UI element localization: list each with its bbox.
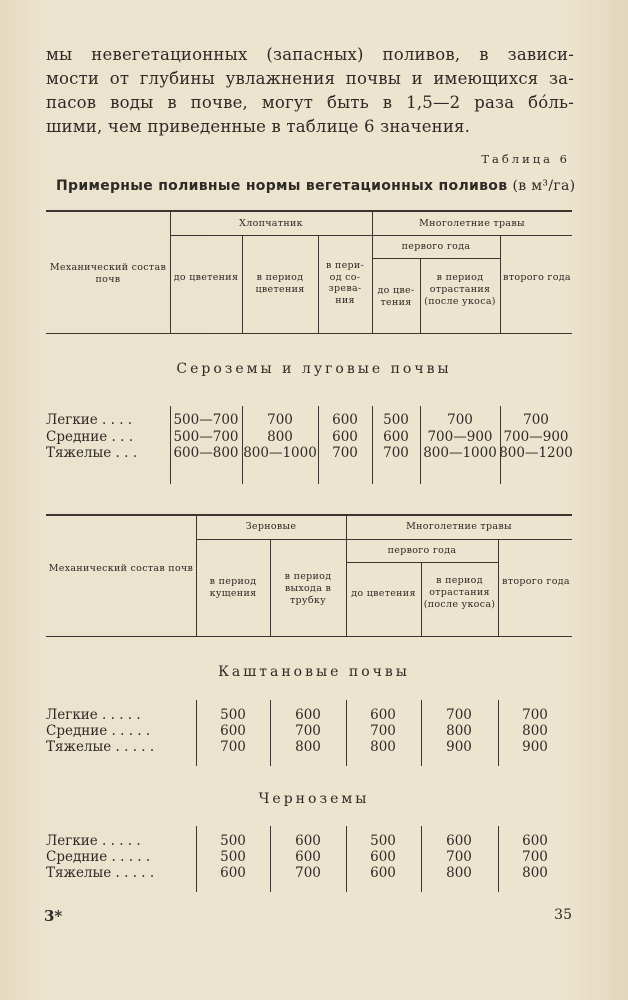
row-label: Средние . . . . . — [46, 849, 151, 865]
cell-value: 900 — [446, 739, 472, 755]
rule — [46, 333, 572, 334]
cell-value: 600—800 — [173, 445, 239, 461]
cell-value: 800—1200 — [499, 445, 573, 461]
cell-value: 700 — [295, 865, 321, 881]
header-col: до цветения — [351, 588, 416, 599]
cell-value: 600 — [370, 865, 396, 881]
rule — [270, 540, 271, 636]
cell-value: 800 — [446, 865, 472, 881]
cell-value: 600 — [332, 412, 358, 428]
header-col: до цветения — [173, 272, 239, 283]
header-group: Хлопчатник — [239, 218, 303, 229]
header-col: до цве-тения — [377, 285, 415, 308]
cell-value: 600 — [295, 833, 321, 849]
caption-text: Примерные поливные нормы вегетационных поливов — [56, 178, 508, 194]
row-label: Легкие . . . . . — [46, 707, 141, 723]
rule — [372, 212, 373, 333]
intro-paragraph — [46, 43, 574, 139]
cell-value: 800 — [267, 429, 293, 445]
rule — [346, 539, 572, 540]
rule — [346, 562, 498, 563]
header-col: в пери-од со-зрева-ния — [325, 260, 365, 306]
header-subgroup: первого года — [401, 241, 471, 252]
header-col: второго года — [503, 272, 571, 283]
header-col: в период отрастания (после укоса) — [423, 575, 496, 610]
header-col: второго года — [502, 576, 570, 587]
cell-value: 600 — [370, 849, 396, 865]
cell-value: 500 — [383, 412, 409, 428]
header-col: в период цветения — [255, 272, 305, 295]
cell-value: 600 — [295, 849, 321, 865]
table-caption — [56, 178, 575, 194]
cell-value: 500 — [220, 833, 246, 849]
cell-value: 700 — [383, 445, 409, 461]
rule — [372, 235, 572, 236]
cell-value: 700 — [522, 849, 548, 865]
cell-value: 700 — [220, 739, 246, 755]
cell-value: 800—1000 — [243, 445, 317, 461]
cell-value: 700 — [446, 849, 472, 865]
rule — [421, 563, 422, 636]
cell-value: 800 — [446, 723, 472, 739]
cell-value: 700 — [523, 412, 549, 428]
row-label: Тяжелые . . . . . — [46, 739, 155, 755]
cell-value: 500—700 — [173, 429, 239, 445]
header-col: в период кущения — [209, 576, 257, 599]
rule — [196, 516, 197, 636]
cell-value: 600 — [295, 707, 321, 723]
cell-value: 600 — [522, 833, 548, 849]
header-col: в период отрастания (после укоса) — [424, 272, 496, 307]
header-group: Многолетние травы — [419, 218, 525, 229]
rule — [46, 210, 572, 212]
cell-value: 600 — [383, 429, 409, 445]
rule — [46, 514, 572, 516]
cell-value: 800 — [522, 723, 548, 739]
cell-value: 500 — [220, 707, 246, 723]
cell-value: 700 — [332, 445, 358, 461]
header-col: в период выхода в трубку — [284, 571, 332, 606]
rule — [196, 539, 346, 540]
row-label: Средние . . . — [46, 429, 134, 445]
header-mech: Механический состав почв — [49, 262, 167, 285]
cell-value: 700 — [295, 723, 321, 739]
rule — [318, 236, 319, 333]
cell-value: 800—1000 — [423, 445, 497, 461]
cell-value: 900 — [522, 739, 548, 755]
cell-value: 700 — [446, 707, 472, 723]
row-label: Легкие . . . . . — [46, 833, 141, 849]
rule — [170, 235, 372, 236]
row-label: Легкие . . . . — [46, 412, 133, 428]
cell-value: 700 — [370, 723, 396, 739]
header-subgroup: первого года — [387, 545, 457, 556]
cell-value: 500 — [370, 833, 396, 849]
header-group: Многолетние травы — [406, 521, 512, 532]
rule — [46, 636, 572, 637]
paragraph-line: мости от глубины увлажнения почвы и имеющихся за- — [46, 69, 574, 88]
cell-value: 600 — [446, 833, 472, 849]
cell-value: 700—900 — [427, 429, 493, 445]
cell-value: 700 — [447, 412, 473, 428]
cell-value: 800 — [522, 865, 548, 881]
page-number: 35 — [554, 907, 572, 923]
cell-value: 700 — [267, 412, 293, 428]
table-number: Таблица 6 — [481, 152, 570, 166]
section-heading: Черноземы — [258, 791, 370, 807]
cell-value: 700—900 — [503, 429, 569, 445]
row-label: Тяжелые . . . . . — [46, 865, 155, 881]
cell-value: 800 — [295, 739, 321, 755]
cell-value: 600 — [220, 723, 246, 739]
paragraph-line: шими, чем приведенные в таблице 6 значения. — [46, 117, 471, 136]
row-label: Средние . . . . . — [46, 723, 151, 739]
row-label: Тяжелые . . . — [46, 445, 137, 461]
rule — [346, 516, 347, 636]
cell-value: 600 — [220, 865, 246, 881]
cell-value: 500—700 — [173, 412, 239, 428]
signature-mark: 3* — [44, 907, 63, 925]
section-heading: Каштановые почвы — [218, 664, 410, 680]
section-heading: Сероземы и луговые почвы — [176, 361, 452, 377]
paragraph-line: пасов воды в почве, могут быть в 1,5—2 раза бо́ль- — [46, 93, 574, 112]
cell-value: 800 — [370, 739, 396, 755]
cell-value: 600 — [332, 429, 358, 445]
header-group: Зерновые — [245, 521, 297, 532]
paragraph-line: мы невегетационных (запасных) поливов, в зависи- — [46, 45, 574, 64]
cell-value: 700 — [522, 707, 548, 723]
rule — [500, 236, 501, 333]
cell-value: 600 — [370, 707, 396, 723]
rule — [420, 259, 421, 333]
rule — [372, 258, 500, 259]
rule — [170, 212, 171, 333]
rule — [242, 236, 243, 333]
rule — [498, 540, 499, 636]
cell-value: 500 — [220, 849, 246, 865]
header-mech: Механический состав почв — [48, 563, 194, 574]
caption-unit: (в м³/га) — [512, 178, 576, 194]
